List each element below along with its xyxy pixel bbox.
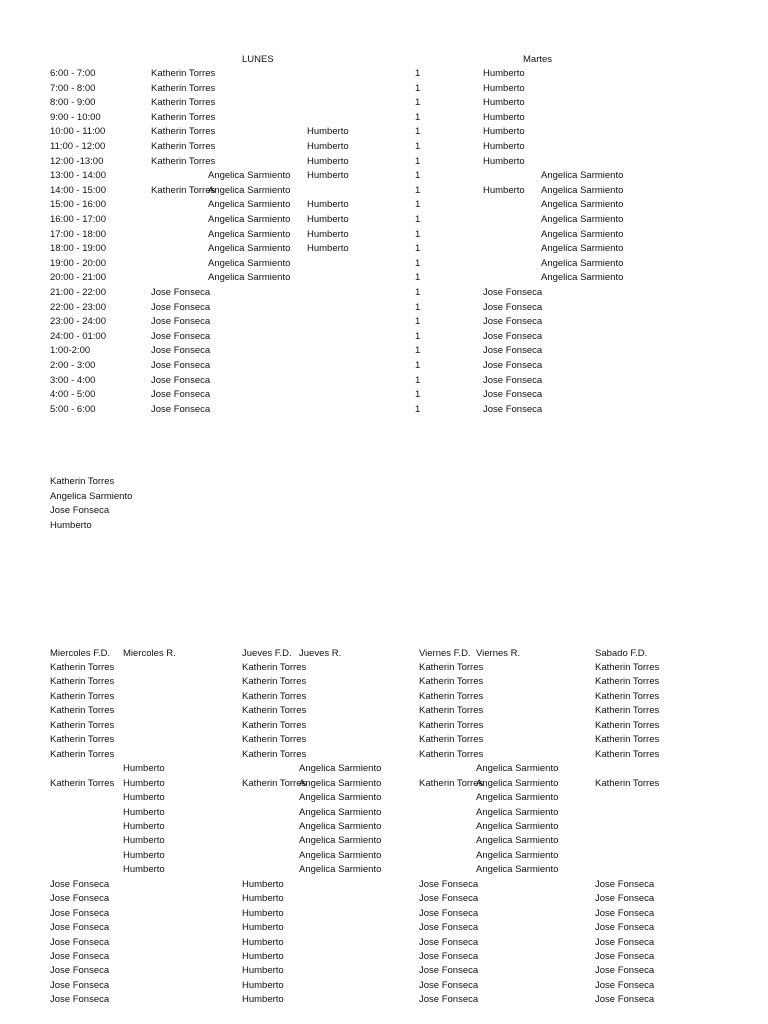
count-value: 1	[415, 257, 421, 269]
viernes-fd-shift: Jose Fonseca	[419, 893, 479, 905]
martes-header: Martes	[523, 54, 553, 65]
viernes-fd-shift: Jose Fonseca	[419, 951, 479, 962]
viernes-fd-shift: Jose Fonseca	[419, 994, 479, 1006]
lunes-shift-a: Jose Fonseca	[151, 287, 211, 298]
lunes-shift-c: Humberto	[307, 214, 349, 225]
viernes-fd-shift: Jose Fonseca	[419, 979, 479, 991]
lunes-shift-c: Humberto	[307, 141, 349, 152]
lunes-shift-b: Angelica Sarmiento	[208, 170, 291, 182]
viernes-fd-shift: Jose Fonseca	[419, 965, 479, 977]
lunes-shift-a: Jose Fonseca	[151, 403, 211, 415]
miercoles-fd-shift: Katherin Torres	[50, 719, 115, 731]
header-sabado-fd: Sabado F.D.	[595, 648, 648, 659]
lunes-shift-c: Humberto	[307, 170, 349, 182]
martes-shift-a: Humberto	[483, 111, 525, 123]
martes-shift-a: Jose Fonseca	[483, 301, 543, 313]
martes-shift-b: Angelica Sarmiento	[541, 199, 624, 211]
jueves-r-shift: Angelica Sarmiento	[299, 849, 382, 861]
lunes-shift-a: Jose Fonseca	[151, 301, 211, 313]
header-miercoles-r: Miercoles R.	[123, 648, 176, 659]
count-value: 1	[415, 82, 421, 94]
lunes-shift-a: Katherin Torres	[151, 141, 216, 152]
jueves-r-shift: Angelica Sarmiento	[299, 806, 382, 818]
jueves-fd-shift: Katherin Torres	[242, 676, 307, 688]
martes-shift-b: Angelica Sarmiento	[541, 184, 624, 196]
martes-shift-a: Jose Fonseca	[483, 345, 543, 357]
martes-shift-a: Humberto	[483, 97, 525, 109]
martes-shift-a: Jose Fonseca	[483, 389, 543, 401]
time-slot: 12:00 -13:00	[50, 155, 104, 167]
sabado-fd-shift: Katherin Torres	[595, 719, 660, 731]
lunes-shift-a: Jose Fonseca	[151, 389, 211, 401]
miercoles-fd-shift: Jose Fonseca	[50, 994, 110, 1006]
count-value: 1	[415, 316, 421, 328]
miercoles-fd-shift: Jose Fonseca	[50, 907, 110, 919]
count-value: 1	[415, 374, 421, 386]
header-viernes-fd: Viernes F.D.	[419, 648, 471, 659]
lunes-shift-a: Katherin Torres	[151, 82, 216, 94]
miercoles-fd-shift: Jose Fonseca	[50, 979, 110, 991]
names-list-item: Katherin Torres	[50, 476, 115, 487]
header-viernes-r: Viernes R.	[476, 648, 521, 659]
jueves-fd-shift: Humberto	[242, 994, 284, 1006]
lunes-shift-a: Katherin Torres	[151, 97, 216, 109]
miercoles-fd-shift: Jose Fonseca	[50, 922, 110, 934]
count-value: 1	[415, 126, 421, 138]
jueves-fd-shift: Katherin Torres	[242, 690, 307, 702]
miercoles-fd-shift: Katherin Torres	[50, 777, 115, 789]
lunes-shift-a: Katherin Torres	[151, 126, 216, 138]
header-miercoles-fd: Miercoles F.D.	[50, 648, 111, 659]
lunes-shift-c: Humberto	[307, 243, 349, 255]
martes-shift-a: Humberto	[483, 82, 525, 94]
martes-shift-a: Jose Fonseca	[483, 287, 543, 298]
jueves-fd-shift: Humberto	[242, 893, 284, 905]
sabado-fd-shift: Katherin Torres	[595, 705, 660, 717]
lunes-header: LUNES	[242, 54, 274, 65]
viernes-r-shift: Angelica Sarmiento	[476, 777, 559, 789]
miercoles-r-shift: Humberto	[123, 806, 165, 818]
time-slot: 23:00 - 24:00	[50, 316, 106, 328]
time-slot: 8:00 - 9:00	[50, 97, 96, 109]
jueves-fd-shift: Humberto	[242, 907, 284, 919]
count-value: 1	[415, 389, 421, 401]
miercoles-r-shift: Humberto	[123, 777, 165, 789]
jueves-fd-shift: Katherin Torres	[242, 734, 307, 746]
names-list-item: Jose Fonseca	[50, 505, 110, 517]
sabado-fd-shift: Jose Fonseca	[595, 936, 655, 948]
count-value: 1	[415, 287, 421, 298]
jueves-r-shift: Angelica Sarmiento	[299, 777, 382, 789]
martes-shift-a: Jose Fonseca	[483, 360, 543, 371]
miercoles-fd-shift: Katherin Torres	[50, 705, 115, 717]
miercoles-fd-shift: Jose Fonseca	[50, 965, 110, 977]
time-slot: 9:00 - 10:00	[50, 111, 101, 123]
lunes-shift-c: Humberto	[307, 155, 349, 167]
time-slot: 2:00 - 3:00	[50, 360, 96, 371]
sabado-fd-shift: Jose Fonseca	[595, 893, 655, 905]
sabado-fd-shift: Jose Fonseca	[595, 951, 655, 962]
lunes-shift-b: Angelica Sarmiento	[208, 228, 291, 240]
time-slot: 18:00 - 19:00	[50, 243, 106, 255]
lunes-shift-a: Katherin Torres	[151, 155, 216, 167]
viernes-fd-shift: Katherin Torres	[419, 690, 484, 702]
count-value: 1	[415, 403, 421, 415]
martes-shift-b: Angelica Sarmiento	[541, 228, 624, 240]
time-slot: 22:00 - 23:00	[50, 301, 106, 313]
miercoles-fd-shift: Katherin Torres	[50, 748, 115, 760]
count-value: 1	[415, 272, 421, 284]
viernes-r-shift: Angelica Sarmiento	[476, 806, 559, 818]
time-slot: 19:00 - 20:00	[50, 257, 106, 269]
martes-shift-b: Angelica Sarmiento	[541, 272, 624, 284]
viernes-fd-shift: Katherin Torres	[419, 676, 484, 688]
miercoles-r-shift: Humberto	[123, 835, 165, 847]
martes-shift-a: Jose Fonseca	[483, 330, 543, 342]
miercoles-fd-shift: Jose Fonseca	[50, 936, 110, 948]
sabado-fd-shift: Katherin Torres	[595, 734, 660, 746]
jueves-fd-shift: Katherin Torres	[242, 705, 307, 717]
lunes-shift-c: Humberto	[307, 126, 349, 138]
jueves-fd-shift: Katherin Torres	[242, 719, 307, 731]
header-jueves-fd: Jueves F.D.	[242, 648, 292, 659]
viernes-fd-shift: Jose Fonseca	[419, 907, 479, 919]
viernes-fd-shift: Katherin Torres	[419, 734, 484, 746]
jueves-r-shift: Angelica Sarmiento	[299, 864, 382, 876]
lunes-shift-a: Katherin Torres	[151, 184, 216, 196]
time-slot: 7:00 - 8:00	[50, 82, 96, 94]
miercoles-fd-shift: Katherin Torres	[50, 734, 115, 746]
miercoles-fd-shift: Jose Fonseca	[50, 878, 110, 890]
miercoles-fd-shift: Jose Fonseca	[50, 951, 110, 962]
count-value: 1	[415, 199, 421, 211]
count-value: 1	[415, 214, 421, 225]
martes-shift-a: Humberto	[483, 184, 525, 196]
jueves-fd-shift: Humberto	[242, 979, 284, 991]
time-slot: 24:00 - 01:00	[50, 330, 106, 342]
miercoles-r-shift: Humberto	[123, 792, 165, 804]
count-value: 1	[415, 111, 421, 123]
jueves-fd-shift: Katherin Torres	[242, 748, 307, 760]
count-value: 1	[415, 330, 421, 342]
martes-shift-a: Humberto	[483, 155, 525, 167]
count-value: 1	[415, 301, 421, 313]
jueves-r-shift: Angelica Sarmiento	[299, 835, 382, 847]
time-slot: 14:00 - 15:00	[50, 184, 106, 196]
jueves-fd-shift: Humberto	[242, 965, 284, 977]
martes-shift-b: Angelica Sarmiento	[541, 257, 624, 269]
martes-shift-a: Jose Fonseca	[483, 316, 543, 328]
miercoles-fd-shift: Katherin Torres	[50, 690, 115, 702]
viernes-fd-shift: Katherin Torres	[419, 662, 484, 673]
header-jueves-r: Jueves R.	[299, 648, 342, 659]
miercoles-fd-shift: Jose Fonseca	[50, 893, 110, 905]
time-slot: 10:00 - 11:00	[50, 126, 106, 138]
miercoles-r-shift: Humberto	[123, 864, 165, 876]
lunes-shift-c: Humberto	[307, 199, 349, 211]
martes-shift-b: Angelica Sarmiento	[541, 214, 624, 225]
viernes-r-shift: Angelica Sarmiento	[476, 792, 559, 804]
jueves-fd-shift: Humberto	[242, 936, 284, 948]
viernes-r-shift: Angelica Sarmiento	[476, 820, 559, 832]
viernes-fd-shift: Jose Fonseca	[419, 878, 479, 890]
sabado-fd-shift: Katherin Torres	[595, 777, 660, 789]
lunes-shift-a: Jose Fonseca	[151, 360, 211, 371]
viernes-fd-shift: Katherin Torres	[419, 748, 484, 760]
miercoles-fd-shift: Katherin Torres	[50, 676, 115, 688]
miercoles-fd-shift: Katherin Torres	[50, 662, 115, 673]
viernes-r-shift: Angelica Sarmiento	[476, 835, 559, 847]
count-value: 1	[415, 97, 421, 109]
time-slot: 15:00 - 16:00	[50, 199, 106, 211]
names-list-item: Humberto	[50, 519, 92, 531]
lunes-shift-a: Jose Fonseca	[151, 374, 211, 386]
count-value: 1	[415, 345, 421, 357]
martes-shift-b: Angelica Sarmiento	[541, 243, 624, 255]
count-value: 1	[415, 228, 421, 240]
count-value: 1	[415, 155, 421, 167]
lunes-shift-b: Angelica Sarmiento	[208, 199, 291, 211]
martes-shift-a: Humberto	[483, 141, 525, 152]
count-value: 1	[415, 141, 421, 152]
count-value: 1	[415, 170, 421, 182]
jueves-r-shift: Angelica Sarmiento	[299, 820, 382, 832]
viernes-r-shift: Angelica Sarmiento	[476, 849, 559, 861]
lunes-shift-b: Angelica Sarmiento	[208, 184, 291, 196]
time-slot: 16:00 - 17:00	[50, 214, 106, 225]
time-slot: 17:00 - 18:00	[50, 228, 106, 240]
martes-shift-a: Humberto	[483, 68, 525, 79]
lunes-shift-a: Jose Fonseca	[151, 330, 211, 342]
viernes-fd-shift: Katherin Torres	[419, 719, 484, 731]
martes-shift-a: Jose Fonseca	[483, 403, 543, 415]
sabado-fd-shift: Jose Fonseca	[595, 979, 655, 991]
sabado-fd-shift: Jose Fonseca	[595, 994, 655, 1006]
jueves-fd-shift: Katherin Torres	[242, 777, 307, 789]
miercoles-r-shift: Humberto	[123, 820, 165, 832]
lunes-shift-a: Jose Fonseca	[151, 316, 211, 328]
sabado-fd-shift: Katherin Torres	[595, 748, 660, 760]
viernes-fd-shift: Katherin Torres	[419, 705, 484, 717]
viernes-fd-shift: Jose Fonseca	[419, 922, 479, 934]
sabado-fd-shift: Jose Fonseca	[595, 907, 655, 919]
lunes-shift-b: Angelica Sarmiento	[208, 214, 291, 225]
time-slot: 13:00 - 14:00	[50, 170, 106, 182]
time-slot: 5:00 - 6:00	[50, 403, 96, 415]
martes-shift-b: Angelica Sarmiento	[541, 170, 624, 182]
time-slot: 4:00 - 5:00	[50, 389, 96, 401]
lunes-shift-b: Angelica Sarmiento	[208, 257, 291, 269]
sabado-fd-shift: Jose Fonseca	[595, 922, 655, 934]
sabado-fd-shift: Katherin Torres	[595, 690, 660, 702]
martes-shift-a: Jose Fonseca	[483, 374, 543, 386]
sabado-fd-shift: Katherin Torres	[595, 676, 660, 688]
sabado-fd-shift: Jose Fonseca	[595, 878, 655, 890]
names-list-item: Angelica Sarmiento	[50, 490, 133, 502]
viernes-fd-shift: Katherin Torres	[419, 777, 484, 789]
time-slot: 3:00 - 4:00	[50, 374, 96, 386]
time-slot: 6:00 - 7:00	[50, 68, 96, 79]
jueves-r-shift: Angelica Sarmiento	[299, 763, 382, 775]
time-slot: 20:00 - 21:00	[50, 272, 106, 284]
lunes-shift-a: Jose Fonseca	[151, 345, 211, 357]
viernes-r-shift: Angelica Sarmiento	[476, 864, 559, 876]
count-value: 1	[415, 243, 421, 255]
martes-shift-a: Humberto	[483, 126, 525, 138]
count-value: 1	[415, 184, 421, 196]
viernes-r-shift: Angelica Sarmiento	[476, 763, 559, 775]
lunes-shift-a: Katherin Torres	[151, 111, 216, 123]
miercoles-r-shift: Humberto	[123, 849, 165, 861]
miercoles-r-shift: Humberto	[123, 763, 165, 775]
count-value: 1	[415, 360, 421, 371]
lunes-shift-c: Humberto	[307, 228, 349, 240]
jueves-fd-shift: Humberto	[242, 922, 284, 934]
lunes-shift-a: Katherin Torres	[151, 68, 216, 79]
jueves-fd-shift: Humberto	[242, 951, 284, 962]
time-slot: 1:00-2:00	[50, 345, 91, 357]
sabado-fd-shift: Jose Fonseca	[595, 965, 655, 977]
jueves-fd-shift: Katherin Torres	[242, 662, 307, 673]
count-value: 1	[415, 68, 421, 79]
jueves-r-shift: Angelica Sarmiento	[299, 792, 382, 804]
sabado-fd-shift: Katherin Torres	[595, 662, 660, 673]
jueves-fd-shift: Humberto	[242, 878, 284, 890]
time-slot: 11:00 - 12:00	[50, 141, 106, 152]
viernes-fd-shift: Jose Fonseca	[419, 936, 479, 948]
time-slot: 21:00 - 22:00	[50, 287, 106, 298]
lunes-shift-b: Angelica Sarmiento	[208, 243, 291, 255]
lunes-shift-b: Angelica Sarmiento	[208, 272, 291, 284]
